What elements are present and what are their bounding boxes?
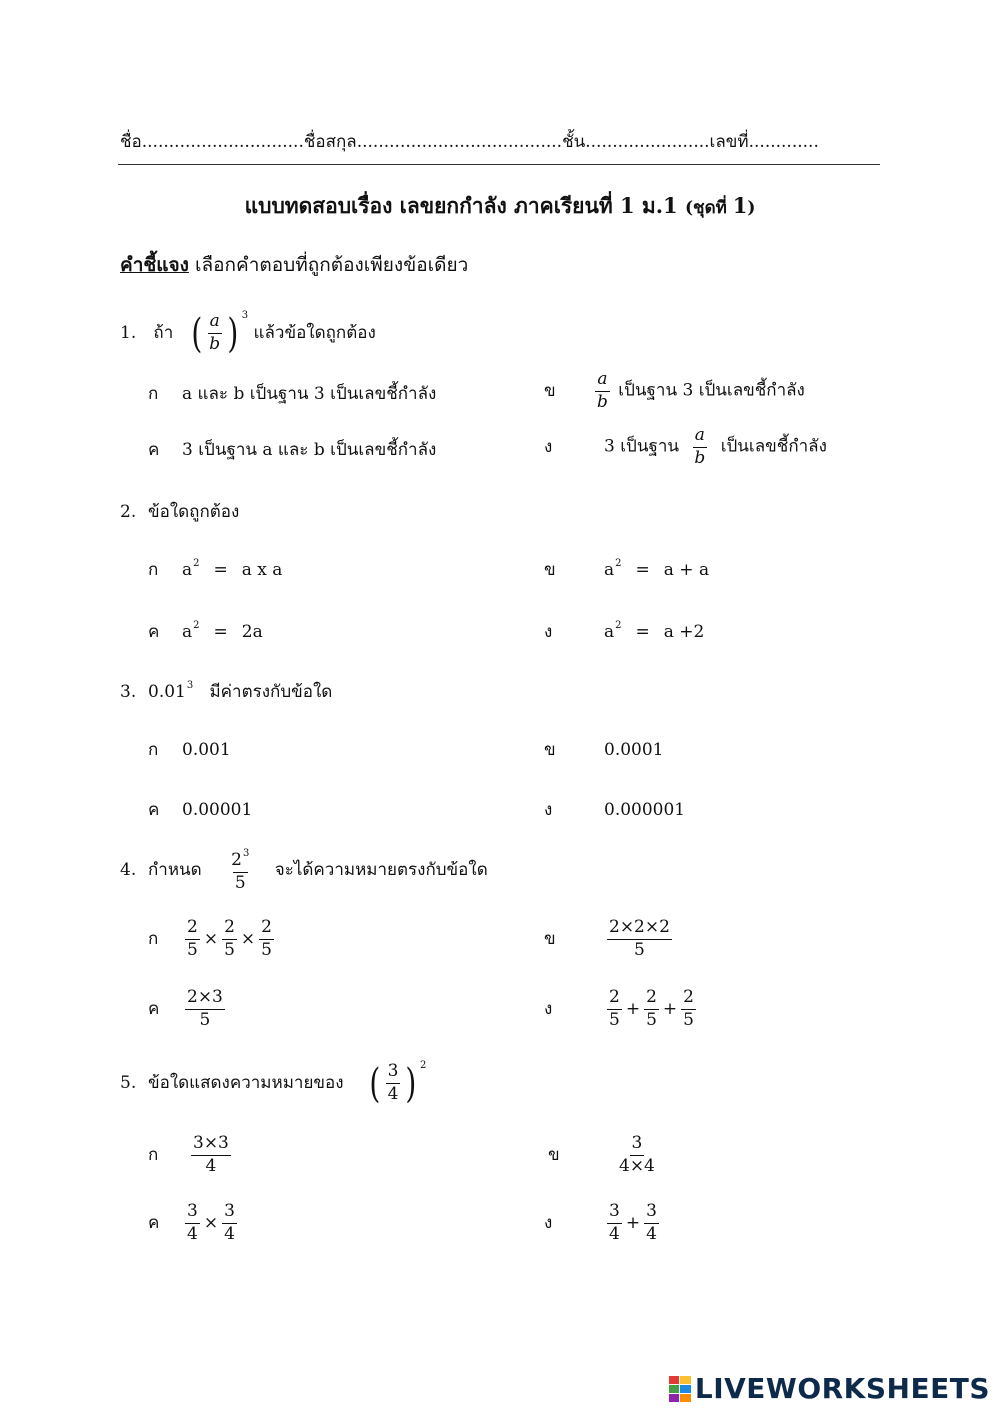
question-3-option-a[interactable]: ก 0.001 [148,740,231,760]
question-4-option-b[interactable]: ข $\frac{2\times 2\times 2}{5}$ [544,917,670,960]
instructions [120,250,468,280]
question-2-option-a[interactable]: ก $a^2 = a$ x a [148,558,283,580]
logo-block [680,1394,691,1402]
question-2: 2. ข้อใดถูกต้อง [120,502,240,522]
question-1-option-c[interactable]: ค 3 เป็นฐาน a และ b เป็นเลขชี้กำลัง [148,440,437,460]
question-4-option-a[interactable]: ก $\frac{2}{5}$ × $\frac{2}{5}$ × $\frac{2}{5}$ [148,917,272,960]
logo-block [669,1385,680,1393]
name-label: ชื่อ [120,132,142,152]
question-4-option-d[interactable]: ง $\frac{2}{5}$ + $\frac{2}{5}$ + $\frac{2}{5}$ [544,987,694,1030]
name-field[interactable]: .............................. [141,132,304,152]
liveworksheets-logo [669,1372,990,1405]
surname-label: ชื่อสกุล [303,132,357,152]
instructions-text: เลือกคำตอบที่ถูกต้องเพียงข้อเดียว [188,254,469,276]
question-5: 5. ข้อใดแสดงความหมายของ ( $\frac{3}{4}$ ) $^2$ [120,1060,427,1107]
student-info-line [120,128,880,155]
question-2-option-c[interactable]: ค $a^2 = 2a$ [148,620,263,642]
question-1: 1. ถ้า ( $\frac{a}{b}$ ) $^3$ แล้วข้อใดถูกต้อง [120,310,376,357]
question-5-option-a[interactable]: ก $\frac{3\times 3}{4}$ [148,1133,229,1176]
question-4-option-c[interactable]: ค $\frac{2\times 3}{5}$ [148,987,223,1030]
question-3-option-b[interactable]: ข 0.0001 [544,740,664,760]
question-1-option-d[interactable]: ง 3 เป็นฐาน $\frac{a}{b}$ เป็นเลขชี้กำลัง [544,425,827,468]
number-label: เลขที่ [709,132,749,152]
liveworksheets-logo-icon [669,1376,691,1402]
liveworksheets-logo-text: LIVEWORKSHEETS [694,1372,990,1405]
logo-block [669,1394,680,1402]
question-2-option-d[interactable]: ง $a^2 = a +2$ [544,620,705,642]
question-5-option-c[interactable]: ค $\frac{3}{4}$ × $\frac{3}{4}$ [148,1201,235,1244]
logo-block [669,1376,680,1384]
class-label: ชั้น [562,132,586,152]
surname-field[interactable]: ...................................... [356,132,563,152]
question-3-option-c[interactable]: ค 0.00001 [148,800,253,820]
question-1-option-b[interactable]: ข $\frac{a}{b}$ เป็นฐาน 3 เป็นเลขชี้กำลัง [544,369,805,412]
instructions-label: คำชี้แจง [120,254,189,276]
question-3-option-d[interactable]: ง 0.000001 [544,800,686,820]
question-2-option-b[interactable]: ข $a^2 = a + a$ [544,558,710,580]
class-field[interactable]: ....................... [585,132,710,152]
question-5-option-d[interactable]: ง $\frac{3}{4}$ + $\frac{3}{4}$ [544,1201,657,1244]
logo-block [680,1376,691,1384]
header-divider [118,164,880,165]
question-5-expression: ( $\frac{3}{4}$ ) $^2$ [369,1060,427,1107]
number-field[interactable]: ............. [748,132,819,152]
question-1-option-a[interactable]: ก a และ b เป็นฐาน 3 เป็นเลขชี้กำลัง [148,384,437,404]
logo-block [680,1385,691,1393]
page-title: แบบทดสอบเรื่อง เลขยกกำลัง ภาคเรียนที่ 1 ม.1 (ชุดที่ 1) [244,193,756,218]
question-5-option-b[interactable]: ข $\frac{3}{4\times 4}$ [548,1133,655,1176]
question-1-expression: ( $\frac{a}{b}$ ) $^3$ [190,310,249,357]
question-4-expression: $\frac{2^3}{5}$ [231,848,250,893]
question-4: 4. กำหนด $\frac{2^3}{5}$ จะได้ความหมายตรงกับข้อใด [120,848,488,893]
question-3: 3. 0.01$^3$ มีค่าตรงกับข้อใด [120,680,333,702]
